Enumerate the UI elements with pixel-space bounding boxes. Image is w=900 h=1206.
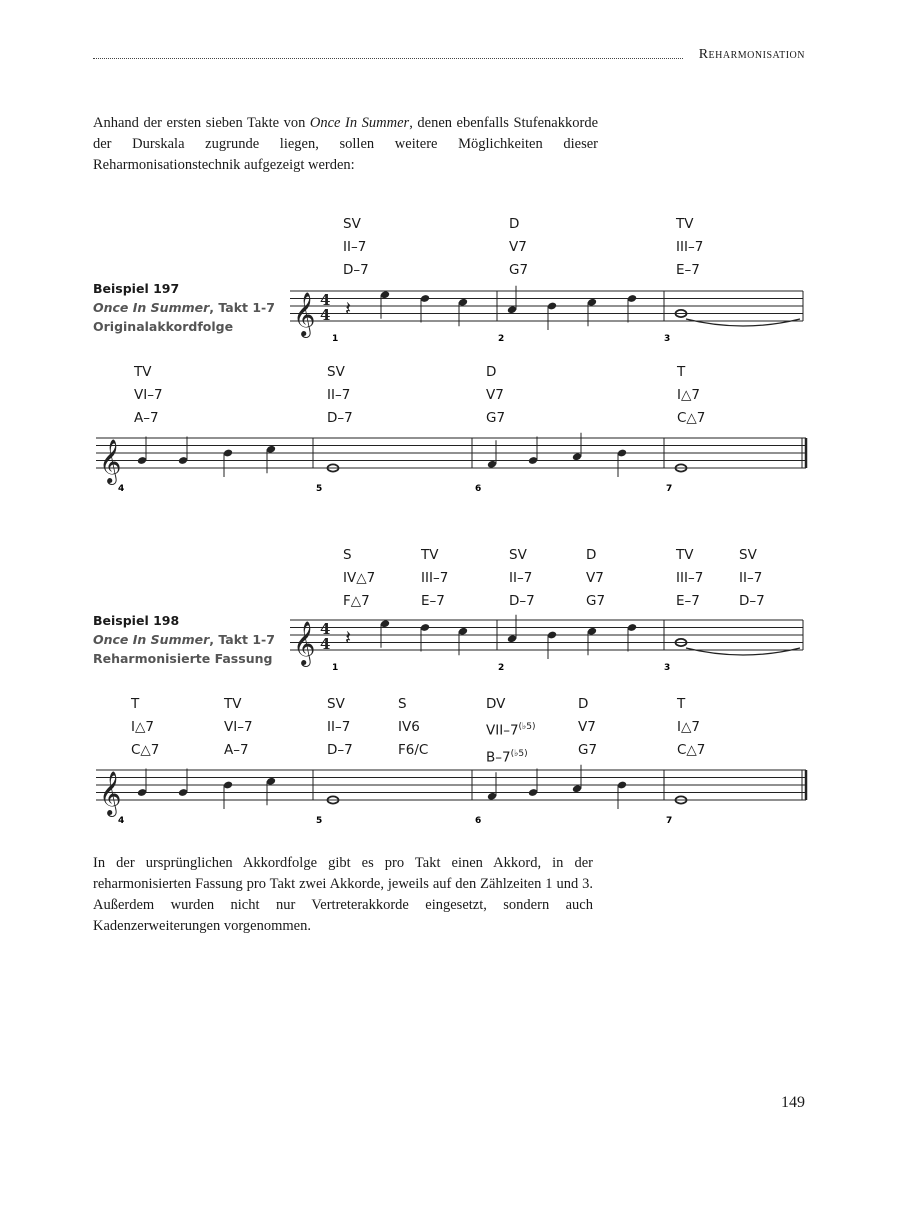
bar-number: 7 bbox=[666, 816, 673, 826]
tie bbox=[686, 648, 800, 655]
chord-column: TV VI–7 A–7 bbox=[134, 364, 163, 426]
chord-column: T I△7 C△7 bbox=[131, 696, 160, 758]
treble-clef-icon: 𝄞 bbox=[293, 292, 316, 336]
chord-column: TV III–7 E–7 bbox=[421, 547, 449, 609]
bar-number: 2 bbox=[498, 334, 505, 344]
bar-number: 4 bbox=[118, 484, 125, 494]
song-title: Once In Summer bbox=[309, 115, 410, 131]
quarter-rest-icon: 𝄽 bbox=[345, 625, 352, 650]
chord-column: SV II–7 D–7 bbox=[327, 364, 353, 426]
quarter-rest-icon: 𝄽 bbox=[345, 296, 352, 321]
example-197-title: Beispiel 197 bbox=[93, 281, 180, 296]
example-198-range: , Takt 1-7 bbox=[209, 632, 275, 647]
chord-column: S IV6 F6/C bbox=[398, 696, 429, 758]
bar-number: 3 bbox=[664, 334, 671, 344]
chord-column: T I△7 C△7 bbox=[677, 364, 706, 426]
bar-number: 7 bbox=[666, 484, 673, 494]
chord-column: SV II–7 D–7 bbox=[327, 696, 353, 758]
chord-column: T I△7 C△7 bbox=[677, 696, 706, 758]
example-197-song: Once In Summer bbox=[93, 300, 210, 315]
bar-number: 4 bbox=[118, 816, 125, 826]
running-header: Reharmonisation bbox=[698, 47, 805, 62]
tie bbox=[686, 319, 800, 326]
chord-column: TV VI–7 A–7 bbox=[224, 696, 253, 758]
closing-paragraph: In der ursprünglichen Akkordfolge gibt es pro Takt einen Akkord, in der reharmonisierten Fassung pro Takt zwei Akkorde, jeweils auf den Zählzeiten 1 und 3. Außerdem wurden nicht nur Vertreterakkorde eingesetzt, sondern auch Kadenzerweiterungen vorgenommen. bbox=[93, 855, 593, 934]
bar-number: 1 bbox=[332, 334, 339, 344]
intro-text-end: , denen ebenfalls Stufenakkorde der Durskala zugrunde liegen, sollen weitere Möglichkeiten dieser Reharmonisationstechnik aufgezeigt werden: bbox=[93, 115, 599, 173]
chord-column: SV II–7 D–7 bbox=[509, 547, 535, 609]
chord-column: D V7 G7 bbox=[578, 696, 598, 758]
bar-number: 5 bbox=[316, 484, 323, 494]
time-signature-top: 4 bbox=[320, 620, 331, 638]
treble-clef-icon: 𝄞 bbox=[99, 439, 122, 483]
page-number: 149 bbox=[781, 1094, 805, 1111]
bar-number: 5 bbox=[316, 816, 323, 826]
treble-clef-icon: 𝄞 bbox=[293, 621, 316, 665]
chord-column: SV II–7 D–7 bbox=[739, 547, 765, 609]
bar-number: 3 bbox=[664, 663, 671, 673]
chord-column: TV III–7 E–7 bbox=[676, 216, 704, 278]
chord-column: D V7 G7 bbox=[586, 547, 606, 609]
example-197-description: Originalakkordfolge bbox=[93, 319, 234, 334]
chord-column: D V7 G7 bbox=[486, 364, 506, 426]
chord-column: TV III–7 E–7 bbox=[676, 547, 704, 609]
chord-column: SV II–7 D–7 bbox=[343, 216, 369, 278]
example-198-song: Once In Summer bbox=[93, 632, 210, 647]
time-signature-bottom: 4 bbox=[320, 306, 331, 324]
bar-number: 6 bbox=[475, 816, 482, 826]
bar-number: 6 bbox=[475, 484, 482, 494]
chord-column: S IV△7 F△7 bbox=[343, 547, 376, 609]
example-197-range: , Takt 1-7 bbox=[209, 300, 275, 315]
example-198-description: Reharmonisierte Fassung bbox=[93, 651, 273, 666]
time-signature-top: 4 bbox=[320, 291, 331, 309]
chord-column: DV VII–$7^{(♭5)}$ $B-7^{(♭5)}$ bbox=[486, 696, 536, 765]
chord-column: D V7 G7 bbox=[509, 216, 529, 278]
bar-number: 1 bbox=[332, 663, 339, 673]
bar-number: 2 bbox=[498, 663, 505, 673]
time-signature-bottom: 4 bbox=[320, 635, 331, 653]
treble-clef-icon: 𝄞 bbox=[99, 771, 122, 815]
example-198-title: Beispiel 198 bbox=[93, 613, 180, 628]
intro-text-start: Anhand der ersten sieben Takte von bbox=[93, 115, 310, 131]
